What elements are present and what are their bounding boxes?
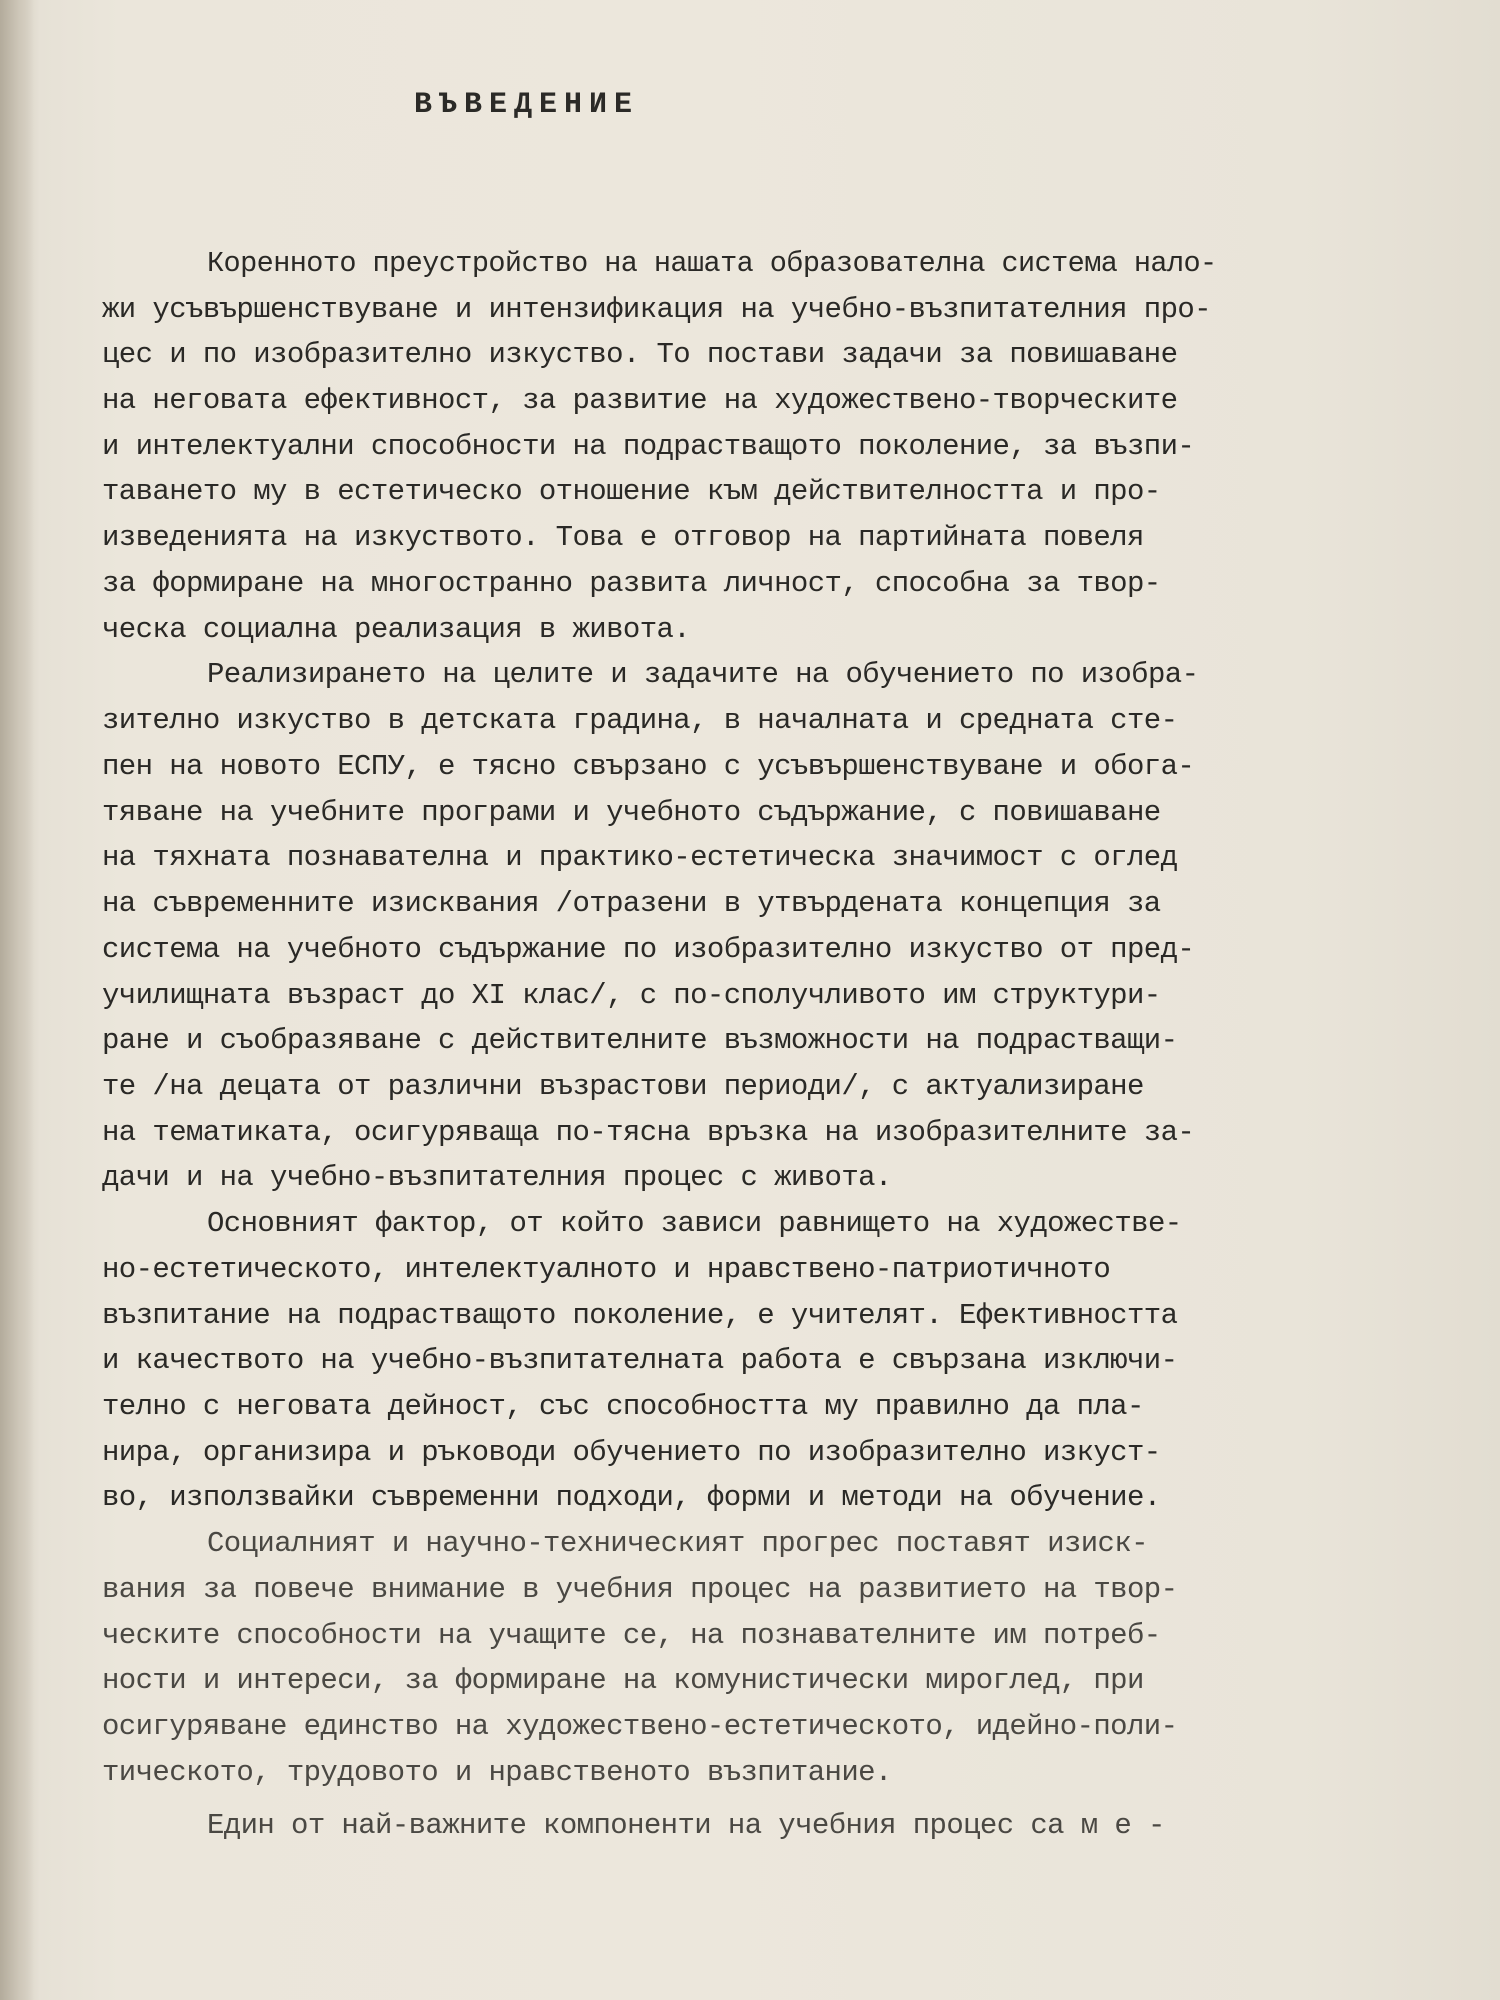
text-line: и качеството на учебно-възпитателната работа е свързана изключи- bbox=[102, 1344, 1178, 1377]
text-line: и интелектуални способности на подрастващото поколение, за възпи- bbox=[102, 430, 1195, 463]
text-line: цес и по изобразително изкуство. То постави задачи за повишаване bbox=[102, 338, 1178, 371]
text-line: но-естетическото, интелектуалното и нравствено-патриотичното bbox=[102, 1253, 1111, 1286]
text-line: зително изкуство в детската градина, в началната и средната сте- bbox=[102, 704, 1178, 737]
text-line: ческа социална реализация в живота. bbox=[102, 613, 691, 646]
text-line: на неговата ефективност, за развитие на художествено-творческите bbox=[102, 384, 1178, 417]
text-line: те /на децата от различни възрастови периоди/, с актуализиране bbox=[102, 1070, 1144, 1103]
text-line: пен на новото ЕСПУ, е тясно свързано с усъвършенствуване и обога- bbox=[102, 750, 1195, 783]
text-line: нира, организира и ръководи обучението по изобразително изкуст- bbox=[102, 1436, 1161, 1469]
text-line: тяване на учебните програми и учебното съдържание, с повишаване bbox=[102, 796, 1161, 829]
text-line: Коренното преустройство на нашата образователна система нало- bbox=[207, 247, 1217, 280]
text-line: вания за повече внимание в учебния процес на развитието на твор- bbox=[102, 1573, 1178, 1606]
text-line: Социалният и научно-техническият прогрес поставят изиск- bbox=[207, 1527, 1148, 1560]
text-line: училищната възраст до XI клас/, с по-сполучливото им структури- bbox=[102, 979, 1161, 1012]
text-line: система на учебното съдържание по изобразително изкуство от пред- bbox=[102, 933, 1195, 966]
text-line: на съвременните изисквания /отразени в утвърдената концепция за bbox=[102, 887, 1161, 920]
book-binding-shadow bbox=[0, 0, 34, 2000]
text-line: дачи и на учебно-възпитателния процес с живота. bbox=[102, 1161, 892, 1194]
text-line: изведенията на изкуството. Това е отговор на партийната повеля bbox=[102, 521, 1144, 554]
text-line: Един от най-важните компоненти на учебния процес са м е - bbox=[207, 1809, 1165, 1842]
text-line: ране и съобразяване с действителните възможности на подрастващи- bbox=[102, 1024, 1178, 1057]
text-line: Реализирането на целите и задачите на обучението по изобра- bbox=[207, 658, 1199, 691]
text-line: Основният фактор, от който зависи равнището на художестве- bbox=[207, 1207, 1182, 1240]
text-line: тическото, трудовото и нравственото възпитание. bbox=[102, 1756, 892, 1789]
text-line: ности и интереси, за формиране на комунистически мироглед, при bbox=[102, 1664, 1144, 1697]
text-line: на тематиката, осигуряваща по-тясна връзка на изобразителните за- bbox=[102, 1116, 1195, 1149]
text-line: осигуряване единство на художествено-естетическото, идейно-поли- bbox=[102, 1710, 1178, 1743]
text-line: на тяхната познавателна и практико-естетическа значимост с оглед bbox=[102, 841, 1178, 874]
text-line: жи усъвършенствуване и интензификация на учебно-възпитателния про- bbox=[102, 293, 1211, 326]
text-line: за формиране на многостранно развита личност, способна за твор- bbox=[102, 567, 1161, 600]
text-line: телно с неговата дейност, със способността му правилно да пла- bbox=[102, 1390, 1144, 1423]
text-line: ческите способности на учащите се, на познавателните им потреб- bbox=[102, 1619, 1161, 1652]
text-line: възпитание на подрастващото поколение, е учителят. Ефективността bbox=[102, 1299, 1178, 1332]
page-title: ВЪВЕДЕНИЕ bbox=[414, 88, 640, 122]
text-line: таването му в естетическо отношение към действителността и про- bbox=[102, 475, 1161, 508]
text-line: во, използвайки съвременни подходи, форми и методи на обучение. bbox=[102, 1481, 1161, 1514]
